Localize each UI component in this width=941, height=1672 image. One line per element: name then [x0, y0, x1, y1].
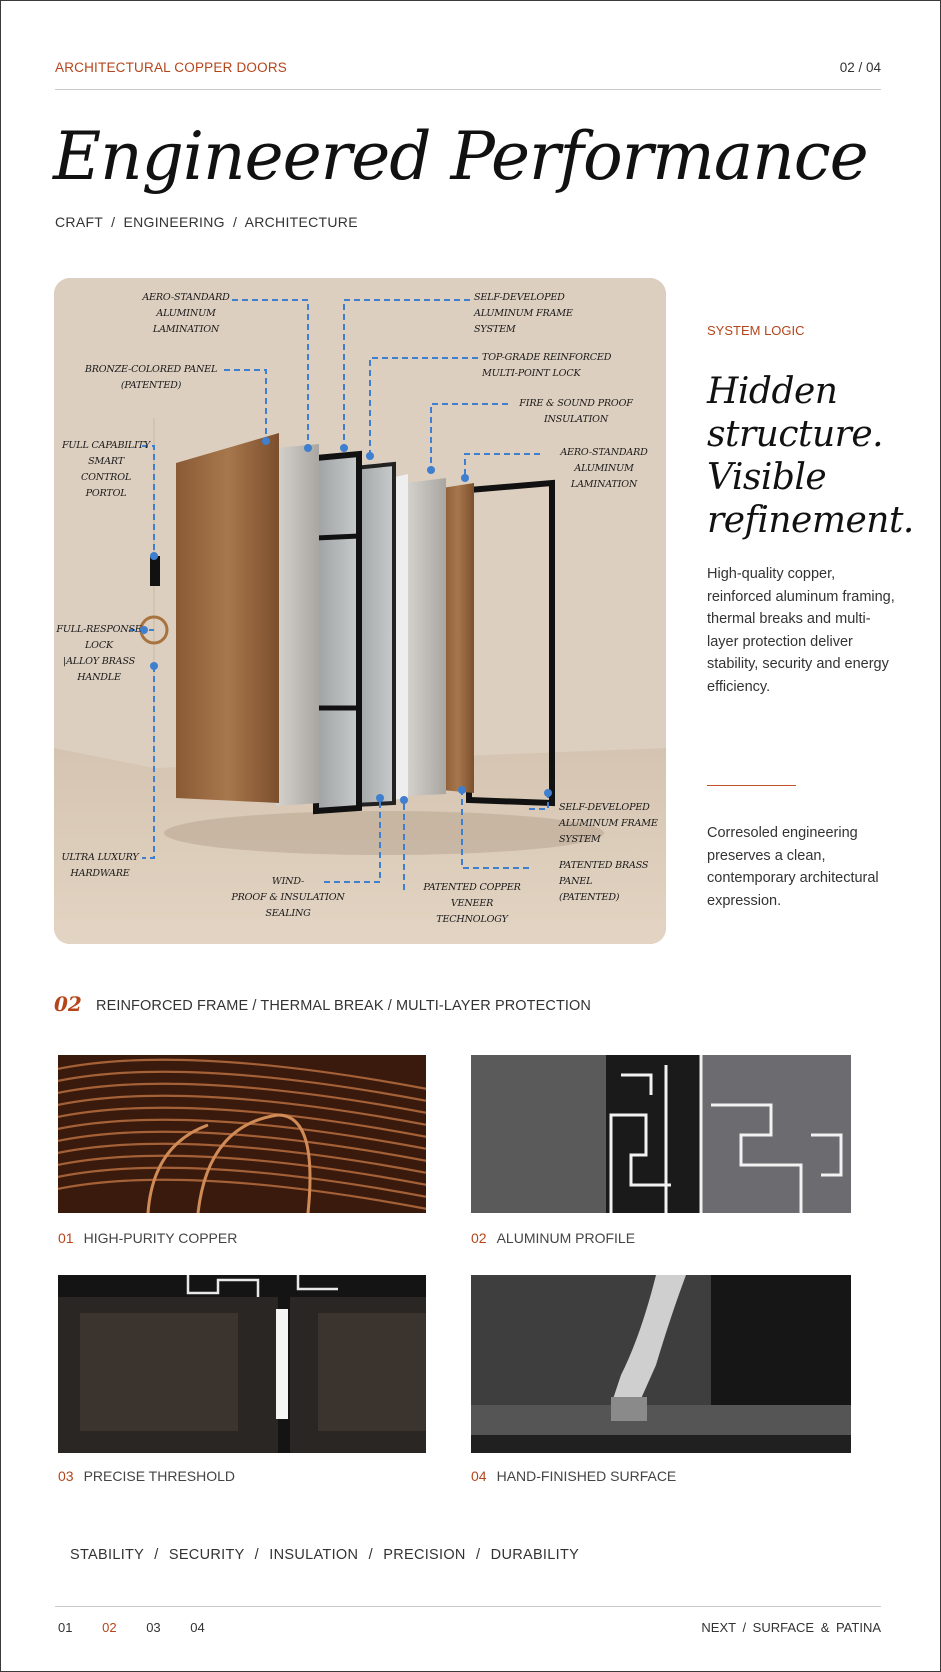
tile-caption-aluminum-profile [471, 1230, 635, 1246]
tile-image-aluminum-profile [471, 1055, 851, 1213]
tile-caption-copper [58, 1230, 237, 1246]
callout-smart-control: FULL CAPABILITY SMART CONTROL PORTOL [61, 440, 151, 499]
next-page-link[interactable]: NEXT / SURFACE & PATINA [701, 1620, 881, 1635]
section-number: 02 [54, 992, 82, 1016]
page-link-03[interactable]: 03 [146, 1620, 161, 1635]
callout-copper-veneer: PATENTED COPPER VENEER TECHNOLOGY [423, 882, 521, 925]
header-divider [55, 89, 881, 90]
callout-wind-proof-sealing: WIND- PROOF & INSULATION SEALING [231, 876, 345, 919]
tile-caption-label: ALUMINUM PROFILE [496, 1230, 636, 1246]
tile-caption-label: PRECISE THRESHOLD [83, 1468, 236, 1484]
section-title: REINFORCED FRAME / THERMAL BREAK / MULTI-LAYER PROTECTION [96, 998, 591, 1014]
callout-fire-sound-insulation: FIRE & SOUND PROOF INSULATION [519, 398, 633, 425]
tile-caption-label: HAND-FINISHED SURFACE [496, 1468, 677, 1484]
callout-aero-standard-lamination-2: AERO-STANDARD ALUMINUM LAMINATION [560, 447, 648, 490]
tile-image-copper [58, 1055, 426, 1213]
header-page-indicator: 02 / 04 [839, 60, 881, 75]
callout-bronze-panel: BRONZE-COLORED PANEL (PATENTED) [84, 364, 218, 391]
sidebar-body: High-quality copper, reinforced aluminum framing, thermal breaks and multi-layer protection deliver stability, security and energy efficiency. [707, 566, 895, 695]
tile-caption-label: HIGH-PURITY COPPER [83, 1230, 238, 1246]
sidebar-headline: Hidden structure. Visible refinement. [707, 371, 914, 541]
tile-image-hand-finished-surface [471, 1275, 851, 1453]
callout-brass-panel: PATENTED BRASS PANEL (PATENTED) [559, 860, 649, 903]
tile-caption-number: 04 [471, 1468, 487, 1484]
callout-self-developed-frame-2: SELF-DEVELOPED ALUMINUM FRAME SYSTEM [559, 802, 658, 845]
sidebar-divider [707, 785, 796, 786]
tile-caption-hand-finished-surface [471, 1468, 676, 1484]
subnav-breadcrumb: CRAFT / ENGINEERING / ARCHITECTURE [55, 214, 358, 230]
tile-caption-number: 03 [58, 1468, 74, 1484]
callout-ultra-luxury-hardware: ULTRA LUXURY HARDWARE [61, 852, 139, 879]
tile-caption-number: 02 [471, 1230, 487, 1246]
callout-self-developed-frame: SELF-DEVELOPED ALUMINUM FRAME SYSTEM [474, 292, 573, 335]
callout-multi-point-lock: TOP-GRADE REINFORCED MULTI-POINT LOCK [482, 352, 612, 379]
page-link-02-active[interactable]: 02 [102, 1620, 117, 1635]
page-link-04[interactable]: 04 [190, 1620, 205, 1635]
sidebar-body-secondary: Corresoled engineering preserves a clean, contemporary architectural expression. [707, 825, 879, 909]
callout-full-response-lock: FULL-RESPONSE LOCK |ALLOY BRASS HANDLE [56, 624, 142, 683]
header-section-label: ARCHITECTURAL COPPER DOORS [55, 60, 287, 75]
exploded-door-diagram [54, 278, 666, 944]
tile-caption-precise-threshold [58, 1468, 235, 1484]
page-link-01[interactable]: 01 [58, 1620, 73, 1635]
tile-image-precise-threshold [58, 1275, 426, 1453]
system-logic-label: SYSTEM LOGIC [707, 323, 805, 338]
callout-aero-standard-lamination: AERO-STANDARD ALUMINUM LAMINATION [142, 292, 230, 335]
page-title: Engineered Performance [53, 118, 868, 195]
tile-caption-number: 01 [58, 1230, 74, 1246]
footer-divider [55, 1606, 881, 1607]
pagination [58, 1620, 231, 1635]
pillars-list: STABILITY / SECURITY / INSULATION / PRECISION / DURABILITY [70, 1547, 580, 1563]
